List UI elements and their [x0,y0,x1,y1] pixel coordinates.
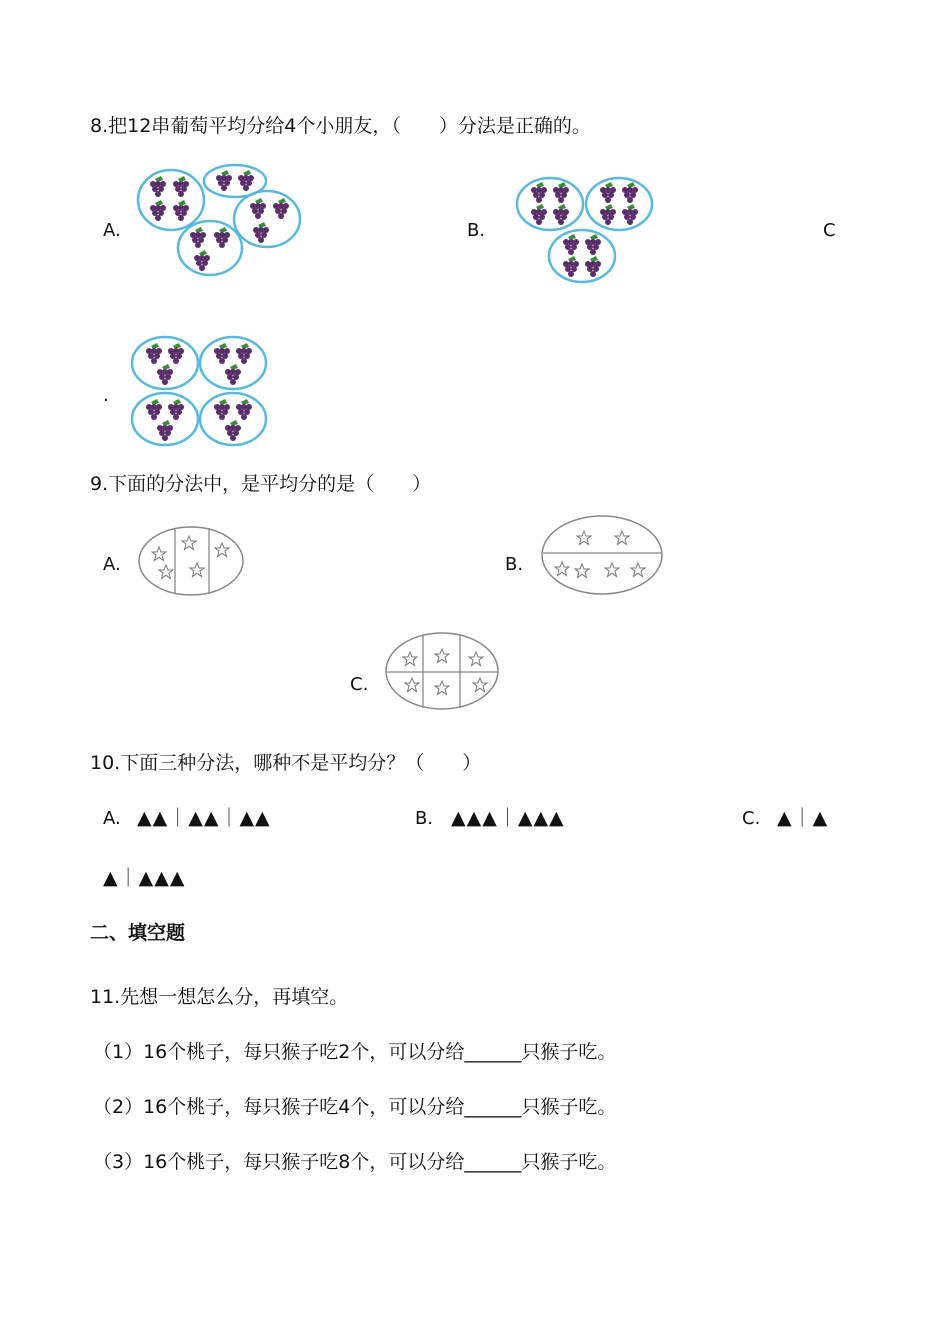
question-10-text: 10.下面三种分法，哪种不是平均分？（ ） [90,752,482,774]
q10-option-c-label: C. [742,808,761,829]
q8-option-a-grapes-figure [136,162,306,282]
q10-option-b-label: B. [415,808,434,829]
q10-option-a-label: A. [103,808,121,829]
q8-option-a-label: A. [103,220,121,241]
question-11-text: 11.先想一想怎么分，再填空。 [90,986,349,1008]
q9-option-b-stars-figure [540,515,666,597]
q8-option-c-grapes-figure [130,335,270,447]
q10-option-a-triangles: ▲▲｜▲▲｜▲▲ [137,807,271,829]
q8-option-c-dot: . [103,385,109,406]
q8-option-b-grapes-figure [515,176,660,286]
q9-option-c-label: C. [350,674,369,695]
q8-option-b-label: B. [467,220,486,241]
q8-option-c-label: C [823,220,836,241]
q10-option-b-triangles: ▲▲▲｜▲▲▲ [451,807,565,829]
q9-option-a-label: A. [103,554,121,575]
q11-item-2: （2）16个桃子，每只猴子吃4个，可以分给______只猴子吃。 [93,1096,617,1118]
question-8-text: 8.把12串葡萄平均分给4个小朋友，（ ）分法是正确的。 [90,115,591,137]
q10-option-c-triangles-1: ▲｜▲ [777,807,829,829]
q9-option-a-stars-figure [137,525,247,599]
q11-item-1: （1）16个桃子，每只猴子吃2个，可以分给______只猴子吃。 [93,1041,617,1063]
q11-item-3: （3）16个桃子，每只猴子吃8个，可以分给______只猴子吃。 [93,1151,617,1173]
q9-option-c-stars-figure [385,632,503,712]
question-9-text: 9.下面的分法中，是平均分的是（ ） [90,473,432,495]
q9-option-b-label: B. [505,554,524,575]
q10-option-c-triangles-2: ▲｜▲▲▲ [103,867,186,889]
section-2-heading: 二、填空题 [90,922,186,944]
